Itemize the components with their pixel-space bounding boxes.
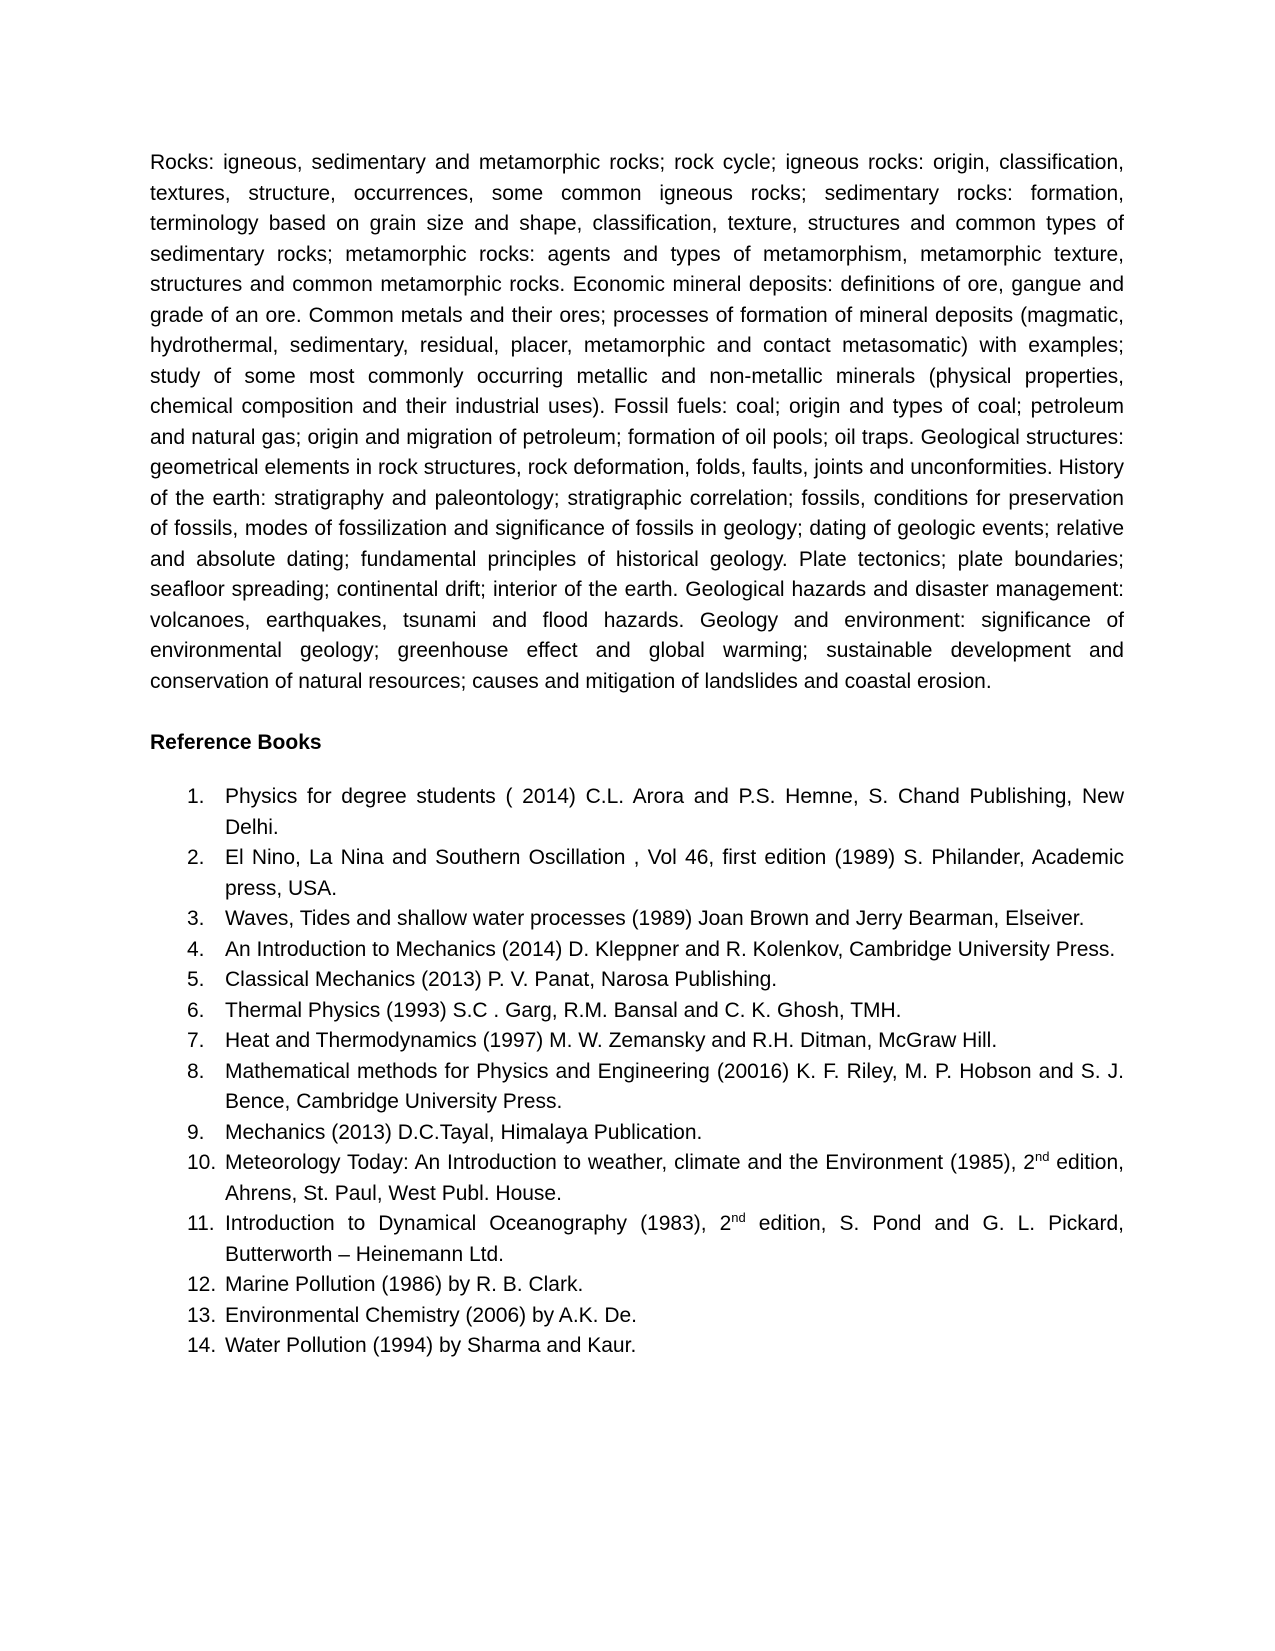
reference-number: 12. bbox=[187, 1273, 217, 1296]
reference-text: Waves, Tides and shallow water processes (1989) Joan Brown and Jerry Bearman, Elseiver. bbox=[225, 907, 1085, 930]
reference-number: 2. bbox=[187, 846, 205, 869]
reference-text: Classical Mechanics (2013) P. V. Panat, Narosa Publishing. bbox=[225, 968, 778, 991]
reference-text bbox=[225, 1209, 1124, 1270]
reference-item bbox=[150, 1148, 1124, 1209]
reference-text-part: edition, Ahrens, St. Paul, West Publ. House. bbox=[225, 1151, 1124, 1205]
reference-text bbox=[225, 1148, 1124, 1209]
reference-text: Thermal Physics (1993) S.C . Garg, R.M. Bansal and C. K. Ghosh, TMH. bbox=[225, 998, 902, 1022]
reference-text: Physics for degree students ( 2014) C.L. Arora and P.S. Hemne, S. Chand Publishing, New Delhi. bbox=[225, 785, 1124, 839]
reference-item bbox=[150, 843, 1124, 904]
reference-text: Mechanics (2013) D.C.Tayal, Himalaya Publication. bbox=[225, 1120, 703, 1144]
reference-number: 6. bbox=[187, 998, 205, 1022]
reference-item bbox=[150, 782, 1124, 843]
reference-item bbox=[150, 1026, 1124, 1057]
reference-books-heading: Reference Books bbox=[150, 731, 322, 754]
syllabus-paragraph: Rocks: igneous, sedimentary and metamorphic rocks; rock cycle; igneous rocks: origin, classification, textures, structure, occurrences, some common igneous rocks; sedimentary rocks: formation, terminology based on grain size and shape, classification, texture, structures and common types of sedimentary rocks; metamorphic rocks: agents and types of metamorphism, metamorphic texture, structures and common metamorphic rocks. Economic mineral deposits: definitions of ore, gangue and grade of an ore. Common metals and their ores; processes of formation of mineral deposits (magmatic, hydrothermal, sedimentary, residual, placer, metamorphic and contact metasomatic) with examples; study of some most commonly occurring metallic and non-metallic minerals (physical properties, chemical composition and their industrial uses). Fossil fuels: coal; origin and types of coal; petroleum and natural gas; origin and migration of petroleum; formation of oil pools; oil traps. Geological structures: geometrical elements in rock structures, rock deformation, folds, faults, joints and unconformities. History of the earth: stratigraphy and paleontology; stratigraphic correlation; fossils, conditions for preservation of fossils, modes of fossilization and significance of fossils in geology; dating of geologic events; relative and absolute dating; fundamental principles of historical geology. Plate tectonics; plate boundaries; seafloor spreading; continental drift; interior of the earth. Geological hazards and disaster management: volcanoes, earthquakes, tsunami and flood hazards. Geology and environment: significance of environmental geology; greenhouse effect and global warming; sustainable development and conservation of natural resources; causes and mitigation of landslides and coastal erosion. bbox=[150, 151, 1124, 693]
reference-text-part: Introduction to Dynamical Oceanography (1983), 2 bbox=[225, 1212, 732, 1235]
reference-text: El Nino, La Nina and Southern Oscillation , Vol 46, first edition (1989) S. Philander, Academic press, USA. bbox=[225, 846, 1124, 900]
ordinal-superscript: nd bbox=[731, 1210, 746, 1225]
reference-text: Water Pollution (1994) by Sharma and Kaur. bbox=[225, 1334, 637, 1357]
reference-number: 7. bbox=[187, 1029, 205, 1052]
reference-number: 14. bbox=[187, 1334, 217, 1357]
reference-number: 3. bbox=[187, 907, 205, 930]
reference-text: Environmental Chemistry (2006) by A.K. De. bbox=[225, 1303, 638, 1327]
document-page bbox=[150, 148, 1124, 1362]
reference-number: 9. bbox=[187, 1120, 205, 1144]
reference-item bbox=[150, 1209, 1124, 1270]
reference-number: 8. bbox=[187, 1059, 205, 1083]
reference-item bbox=[150, 1118, 1124, 1149]
reference-item bbox=[150, 996, 1124, 1027]
reference-text-part: edition, S. Pond and G. L. Pickard, Butterworth – Heinemann Ltd. bbox=[225, 1212, 1124, 1266]
reference-item bbox=[150, 1270, 1124, 1301]
reference-number: 10. bbox=[187, 1151, 217, 1174]
reference-item bbox=[150, 904, 1124, 935]
reference-number: 4. bbox=[187, 937, 205, 961]
reference-item bbox=[150, 965, 1124, 996]
reference-list bbox=[150, 782, 1124, 1362]
reference-text: Marine Pollution (1986) by R. B. Clark. bbox=[225, 1273, 584, 1296]
reference-number: 5. bbox=[187, 968, 205, 991]
reference-text: Mathematical methods for Physics and Engineering (20016) K. F. Riley, M. P. Hobson and S. J. Bence, Cambridge University Press. bbox=[225, 1059, 1124, 1113]
reference-text-part: Meteorology Today: An Introduction to weather, climate and the Environment (1985), 2 bbox=[225, 1151, 1035, 1174]
reference-item bbox=[150, 935, 1124, 966]
reference-number: 11. bbox=[187, 1212, 215, 1235]
reference-item bbox=[150, 1301, 1124, 1332]
reference-number: 13. bbox=[187, 1303, 217, 1327]
reference-number: 1. bbox=[187, 785, 205, 808]
reference-text: An Introduction to Mechanics (2014) D. Kleppner and R. Kolenkov, Cambridge University Press. bbox=[225, 937, 1116, 961]
reference-item bbox=[150, 1331, 1124, 1362]
ordinal-superscript: nd bbox=[1034, 1149, 1050, 1164]
reference-text: Heat and Thermodynamics (1997) M. W. Zemansky and R.H. Ditman, McGraw Hill. bbox=[225, 1029, 998, 1052]
reference-item bbox=[150, 1057, 1124, 1118]
